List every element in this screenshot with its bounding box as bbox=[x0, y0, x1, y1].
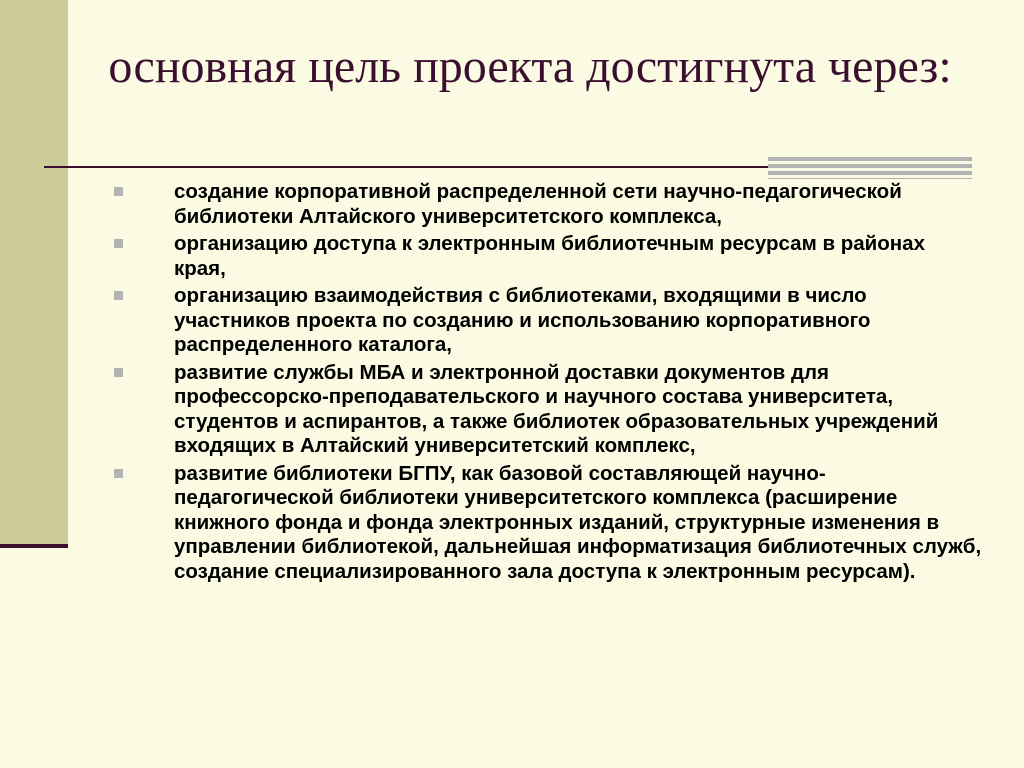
bullet-text: организацию взаимодействия с библиотеками, входящими в число участников проекта по созданию и использованию корпоративного распределенного каталога, bbox=[174, 284, 871, 356]
bullet-text: создание корпоративной распределенной сети научно-педагогической библиотеки Алтайского университетского комплекса, bbox=[174, 180, 902, 228]
square-bullet-icon bbox=[114, 469, 123, 478]
title-underline-accent bbox=[768, 157, 972, 179]
bullet-item bbox=[112, 462, 982, 585]
bullet-item bbox=[112, 284, 982, 358]
bullet-list bbox=[112, 180, 982, 587]
bullet-item bbox=[112, 180, 982, 229]
bullet-text: развитие службы МБА и электронной доставки документов для профессорско-преподавательского и научного состава университета, студентов и аспирантов, а также библиотек образовательных учреждений входящих в Алтайский университетский комплекс, bbox=[174, 360, 939, 457]
bullet-item bbox=[112, 361, 982, 459]
bullet-text: организацию доступа к электронным библиотечным ресурсам в районах края, bbox=[174, 232, 925, 280]
left-band-rule bbox=[0, 544, 68, 548]
square-bullet-icon bbox=[114, 368, 123, 377]
left-decorative-band bbox=[0, 0, 68, 546]
bullet-item bbox=[112, 232, 982, 281]
slide-title: основная цель проекта достигнута через: bbox=[108, 40, 952, 93]
square-bullet-icon bbox=[114, 239, 123, 248]
square-bullet-icon bbox=[114, 291, 123, 300]
bullet-text: развитие библиотеки БГПУ, как базовой составляющей научно-педагогической библиотеки университетского комплекса (расширение книжного фонда и фонда электронных изданий, структурные изменения в управлении библиотекой, дальнейшая информатизация библиотечных служб, создание специализированного зала доступа к электронным ресурсам). bbox=[174, 461, 982, 583]
square-bullet-icon bbox=[114, 187, 123, 196]
